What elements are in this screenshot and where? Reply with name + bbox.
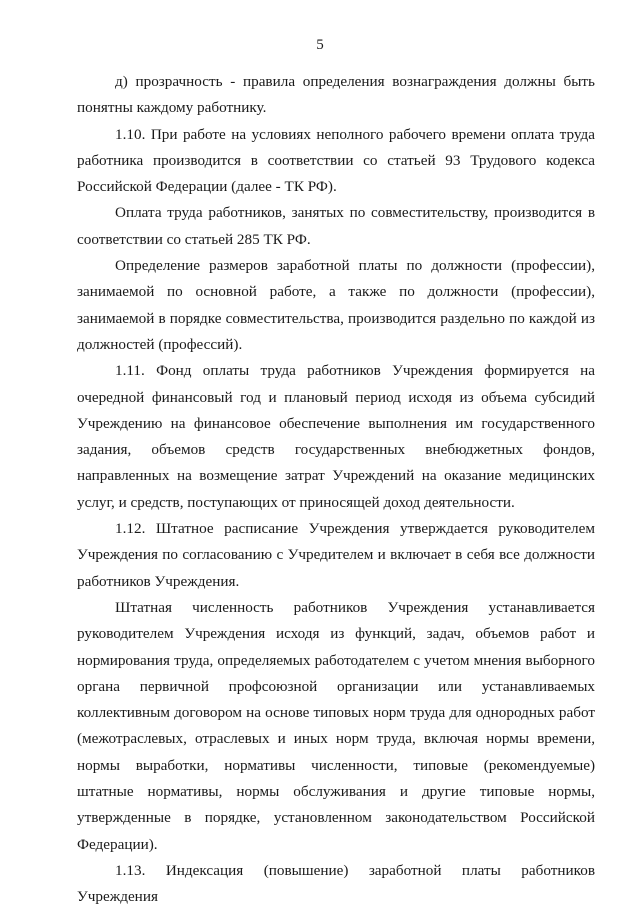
paragraph-salary-determination: Определение размеров заработной платы по должности (профессии), занимаемой по основной работе, а также по должности (профессии), занимаемой в порядке совместительства, производится раздельно по каждой из должностей (профессий). bbox=[77, 257, 595, 353]
paragraph-1-12: 1.12. Штатное расписание Учреждения утверждается руководителем Учреждения по согласованию с Учредителем и включает в себя все должности работников Учреждения. bbox=[77, 520, 595, 590]
paragraph-part-time-pay: Оплата труда работников, занятых по совместительству, производится в соответствии со статьей 285 ТК РФ. bbox=[77, 204, 595, 248]
paragraph-principle-transparency: д) прозрачность - правила определения вознаграждения должны быть понятны каждому работнику. bbox=[77, 73, 595, 117]
paragraph-1-13: 1.13. Индексация (повышение) заработной платы работников Учреждения bbox=[77, 861, 595, 906]
paragraph-1-10: 1.10. При работе на условиях неполного рабочего времени оплата труда работника производится в соответствии со статьей 93 Трудового кодекса Российской Федерации (далее - ТК РФ). bbox=[77, 125, 595, 196]
page-number: 5 bbox=[316, 37, 324, 53]
paragraph-staff-numbers: Штатная численность работников Учреждения устанавливается руководителем Учреждения исходя из функций, задач, объемов работ и нормирования труда, определяемых работодателем с учетом мнения выборного органа первичной профсоюзной организации или устанавливаемых коллективным договором на основе типовых норм труда для однородных работ (межотраслевых, отраслевых и иных норм труда, включая нормы времени, нормы выработки, нормативы численности, типовые (рекомендуемые) штатные нормативы, нормы обслуживания и другие типовые нормы, утвержденные в порядке, установленном законодательством Российской Федерации). bbox=[77, 598, 595, 853]
document-body bbox=[77, 69, 595, 911]
paragraph-1-11: 1.11. Фонд оплаты труда работников Учреждения формируется на очередной финансовый год и плановый период исходя из объема субсидий Учреждению на финансовое обеспечение выполнения им государственного задания, объемов средств государственных внебюджетных фондов, направленных на возмещение затрат Учреждений на оказание медицинских услуг, и средств, поступающих от приносящей доход деятельности. bbox=[77, 362, 595, 511]
